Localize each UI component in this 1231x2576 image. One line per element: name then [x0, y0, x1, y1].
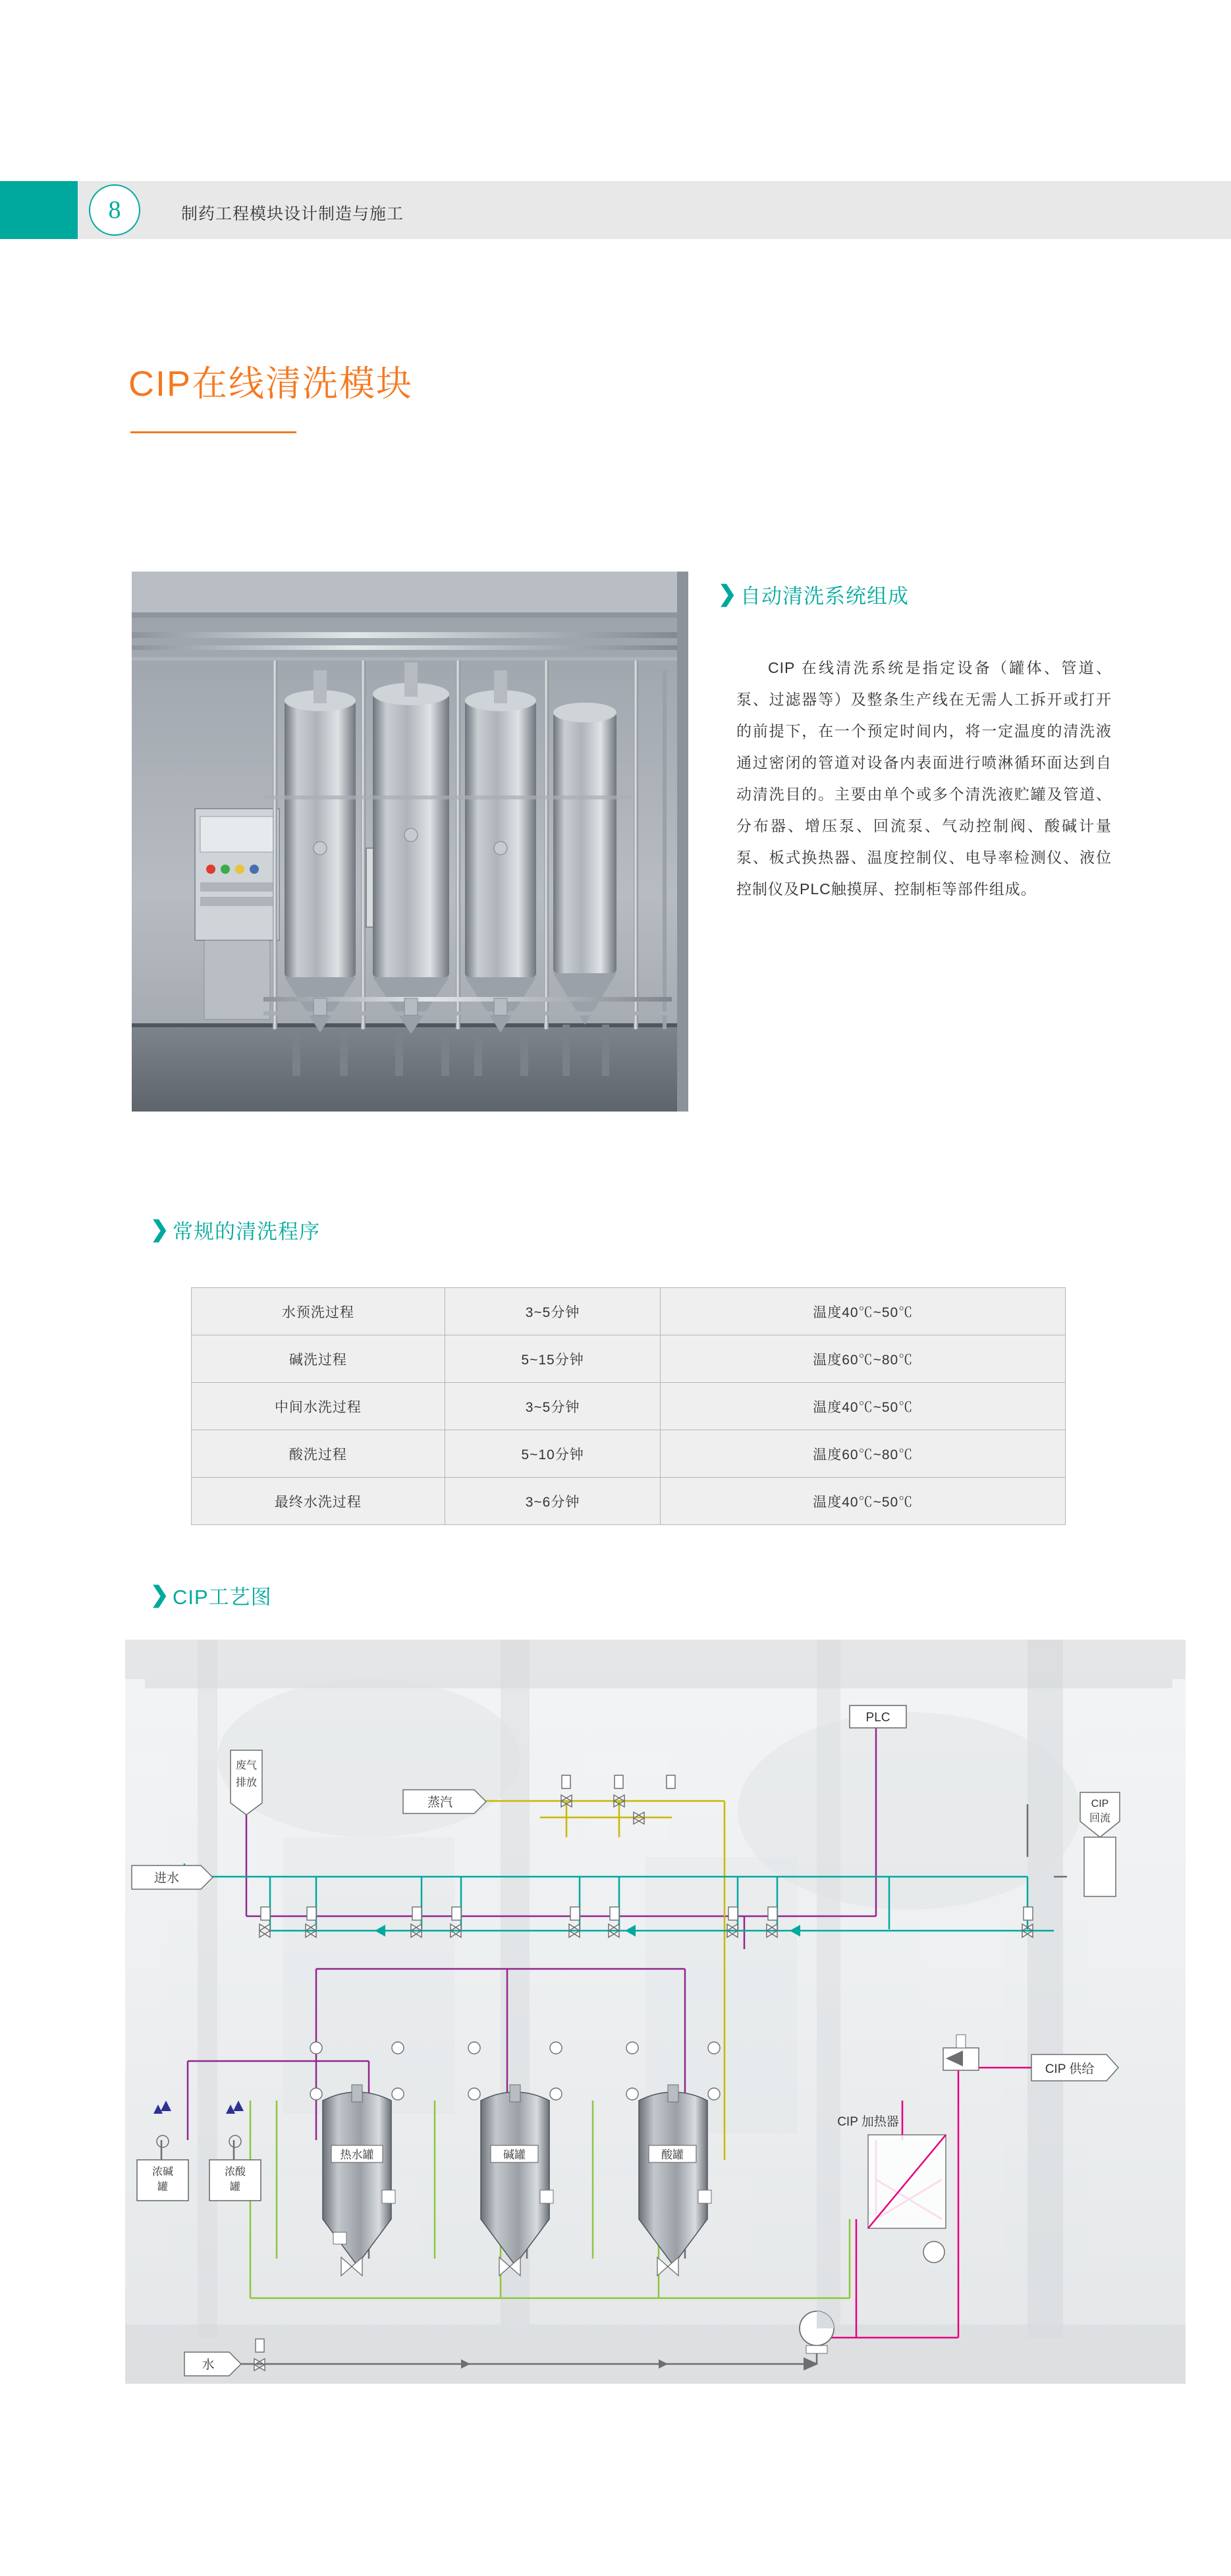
section-heading-system-composition	[718, 579, 909, 609]
cell-time: 5~15分钟	[445, 1335, 661, 1383]
running-title: 制药工程模块设计制造与施工	[181, 205, 404, 223]
cell-temp: 温度60℃~80℃	[661, 1335, 1066, 1383]
svg-text:罐: 罐	[229, 2182, 241, 2193]
cell-time: 3~5分钟	[445, 1288, 661, 1335]
table-row	[192, 1288, 1066, 1335]
cell-temp: 温度40℃~50℃	[661, 1288, 1066, 1335]
cleaning-procedure-table	[191, 1287, 1066, 1525]
svg-text:CIP: CIP	[1091, 1798, 1109, 1810]
cell-step: 酸洗过程	[192, 1430, 445, 1478]
table-row	[192, 1430, 1066, 1478]
cell-time: 3~6分钟	[445, 1478, 661, 1525]
cell-step: 最终水洗过程	[192, 1478, 445, 1525]
chevron-right-icon: ❯	[150, 1216, 169, 1242]
chevron-right-icon: ❯	[150, 1582, 169, 1607]
section-heading-label: 常规的清洗程序	[173, 1220, 320, 1243]
svg-text:CIP 加热器: CIP 加热器	[837, 2115, 899, 2129]
title-underline	[130, 431, 296, 433]
svg-text:进水: 进水	[153, 1871, 180, 1885]
svg-text:水: 水	[202, 2358, 215, 2372]
cell-temp: 温度60℃~80℃	[661, 1430, 1066, 1478]
section-heading-label: CIP工艺图	[173, 1586, 272, 1609]
cell-step: 碱洗过程	[192, 1335, 445, 1383]
svg-text:热水罐: 热水罐	[340, 2149, 374, 2161]
cell-time: 5~10分钟	[445, 1430, 661, 1478]
cip-module-photo	[132, 572, 688, 1112]
section-heading-cleaning-procedure	[150, 1215, 320, 1245]
section-heading-label: 自动清洗系统组成	[740, 585, 909, 608]
svg-text:排放: 排放	[235, 1777, 258, 1788]
svg-text:CIP 供给: CIP 供给	[1045, 2062, 1095, 2076]
svg-text:废气: 废气	[235, 1760, 258, 1771]
svg-text:罐: 罐	[157, 2182, 169, 2193]
cell-step: 水预洗过程	[192, 1288, 445, 1335]
cell-temp: 温度40℃~50℃	[661, 1383, 1066, 1430]
svg-text:回流: 回流	[1089, 1813, 1111, 1824]
svg-text:浓碱: 浓碱	[151, 2166, 174, 2178]
body-paragraph: CIP 在线清洗系统是指定设备（罐体、管道、泵、过滤器等）及整条生产线在无需人工拆开或打开的前提下，在一个预定时间内，将一定温度的清洗液通过密闭的管道对设备内表面进行喷淋循环面达到自动清洗目的。主要由单个或多个清洗液贮罐及管道、分布器、增压泵、回流泵、气动控制阀、酸碱计量泵、板式换热器、温度控制仪、电导率检测仪、液位控制仪及PLC触摸屏、控制柜等部件组成。	[736, 659, 1112, 898]
cell-temp: 温度40℃~50℃	[661, 1478, 1066, 1525]
svg-text:蒸汽: 蒸汽	[427, 1796, 453, 1810]
page-header	[0, 181, 1231, 239]
svg-text:酸罐: 酸罐	[661, 2149, 684, 2161]
section-heading-process-diagram	[150, 1580, 272, 1610]
page-title: CIP在线清洗模块	[128, 364, 414, 404]
table-row	[192, 1383, 1066, 1430]
svg-text:浓酸: 浓酸	[224, 2166, 246, 2178]
cell-step: 中间水洗过程	[192, 1383, 445, 1430]
cell-time: 3~5分钟	[445, 1383, 661, 1430]
diagram-label-plc: PLC	[865, 1711, 890, 1725]
svg-text:碱罐: 碱罐	[503, 2149, 526, 2161]
cip-process-diagram	[0, 1640, 1231, 2384]
chevron-right-icon: ❯	[718, 581, 737, 606]
header-accent-block	[0, 181, 78, 239]
table-row	[192, 1335, 1066, 1383]
page-number-badge: 8	[89, 184, 140, 236]
table-row	[192, 1478, 1066, 1525]
